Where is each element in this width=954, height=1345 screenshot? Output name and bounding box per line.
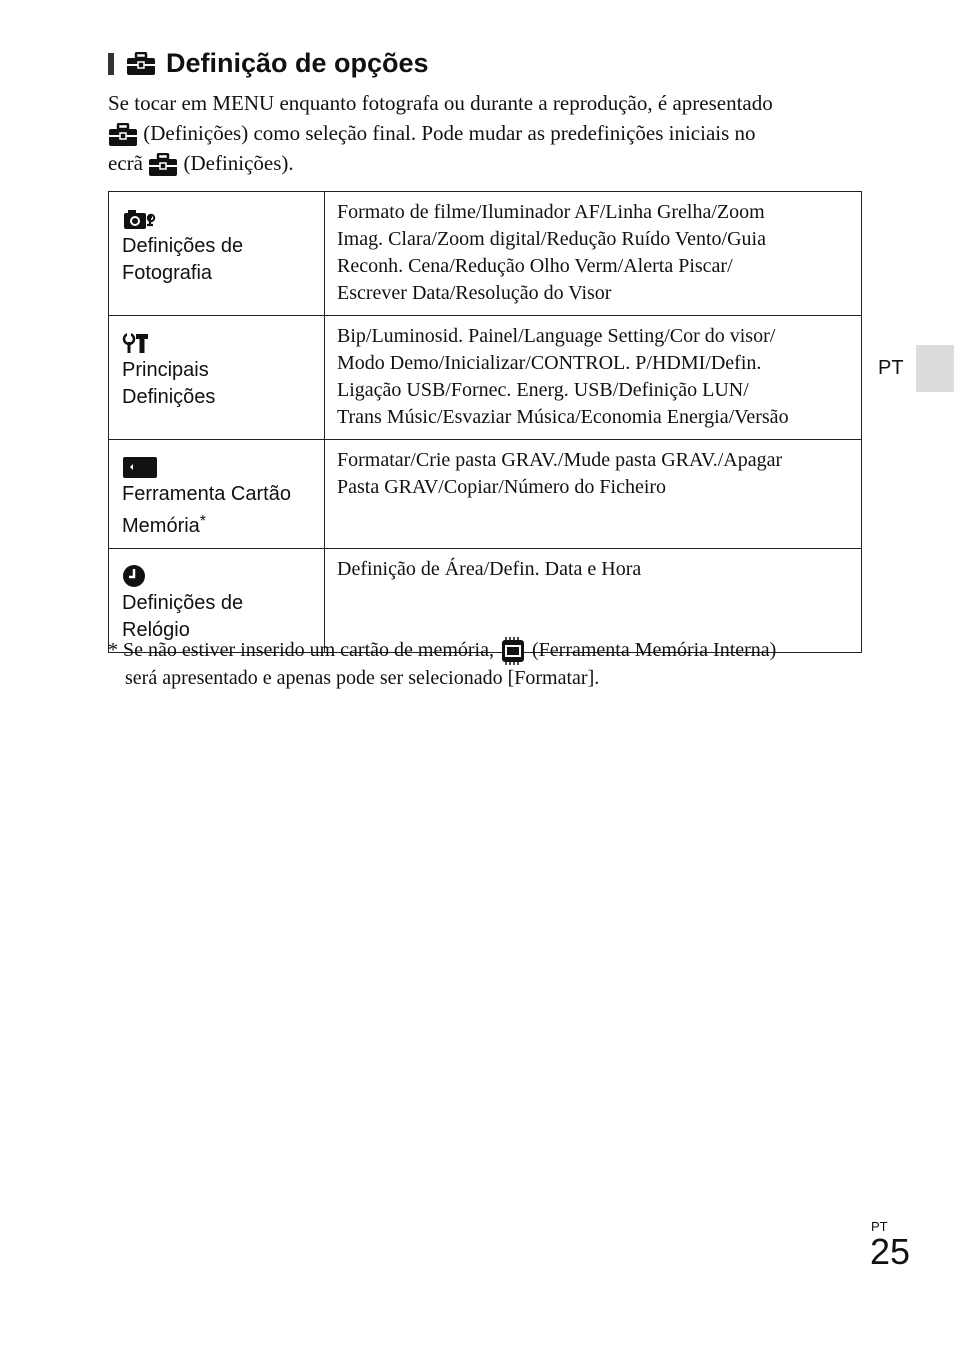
items-cell: Definição de Área/Defin. Data e Hora: [325, 549, 862, 653]
category-cell: Definições de Fotografia: [109, 192, 325, 316]
items-cell: Formatar/Crie pasta GRAV./Mude pasta GRAV./Apagar Pasta GRAV/Copiar/Número do Ficheiro: [325, 440, 862, 549]
internal-memory-icon: [499, 637, 527, 665]
clock-icon: [122, 564, 148, 588]
category-cell: Definições de Relógio: [109, 549, 325, 653]
toolbox-icon: [126, 52, 156, 76]
page-language: PT: [871, 1219, 888, 1234]
language-side-label: PT: [878, 357, 904, 379]
memory-card-icon: [122, 455, 158, 479]
heading-marker-bar: [108, 53, 114, 75]
intro-paragraph: [108, 88, 868, 178]
items-cell: Formato de filme/Iluminador AF/Linha Grelha/Zoom Imag. Clara/Zoom digital/Redução Ruído Vento/Guia Reconh. Cena/Redução Olho Verm/Alerta Piscar/ Escrever Data/Resolução do Visor: [325, 192, 862, 316]
camera-settings-icon: [122, 207, 158, 231]
toolbox-icon: [148, 153, 178, 177]
section-heading: [108, 48, 429, 79]
page-title: Definição de opções: [166, 48, 429, 78]
items-cell: Bip/Luminosid. Painel/Language Setting/Cor do visor/ Modo Demo/Inicializar/CONTROL. P/HDMI/Defin. Ligação USB/Fornec. Energ. USB/Definição LUN/ Trans Músic/Esvaziar Música/Economia Energia/Versão: [325, 316, 862, 440]
options-table: [108, 191, 862, 653]
footnote-line-1: * Se não estiver inserido um cartão de memória, (Ferramenta Memória Interna): [108, 637, 868, 665]
intro-line-2: (Definições) como seleção final. Pode mudar as predefinições iniciais no: [108, 118, 868, 148]
category-cell: Ferramenta Cartão Memória*: [109, 440, 325, 549]
footnote-line-2: será apresentado e apenas pode ser selecionado [Formatar].: [125, 667, 600, 690]
table-row: [109, 192, 862, 316]
intro-line-1: Se tocar em MENU enquanto fotografa ou durante a reprodução, é apresentado: [108, 91, 773, 115]
wrench-icon: [122, 331, 152, 355]
toolbox-icon: [108, 123, 138, 147]
footnote: [108, 637, 868, 692]
page-number: 25: [870, 1231, 911, 1272]
table-row: [109, 440, 862, 549]
intro-line-3: ecrã (Definições).: [108, 148, 868, 178]
category-cell: Principais Definições: [109, 316, 325, 440]
table-row: [109, 316, 862, 440]
language-side-tab: [916, 345, 954, 392]
